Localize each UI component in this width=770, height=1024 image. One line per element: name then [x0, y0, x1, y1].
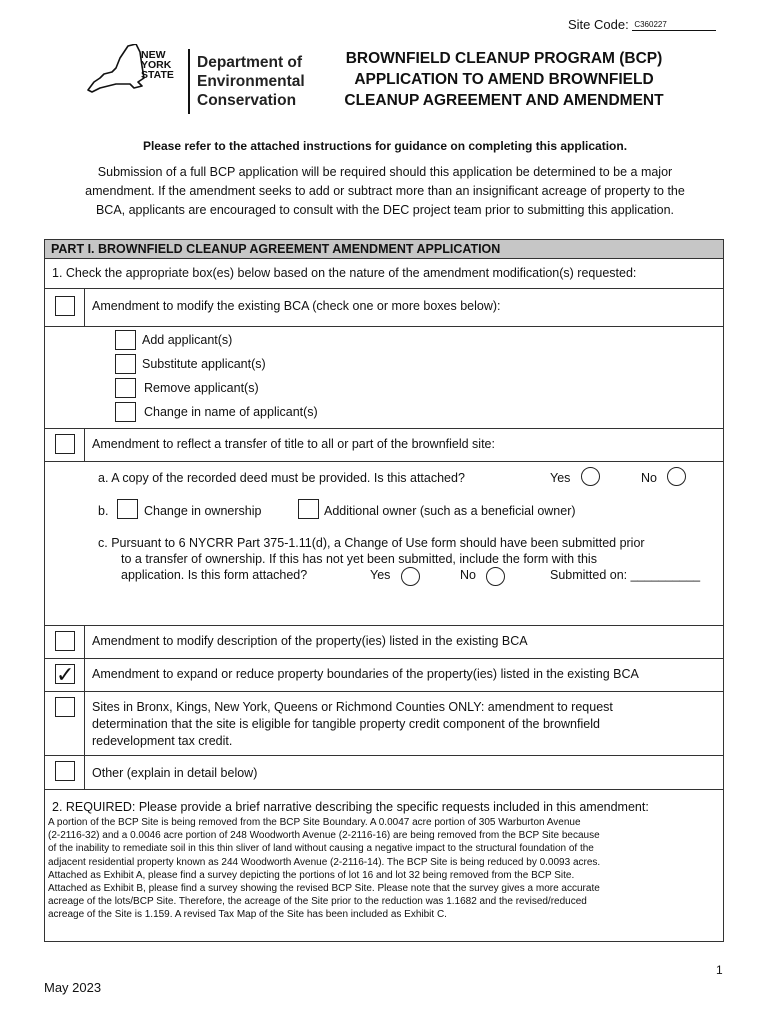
transfer-title-label: Amendment to reflect a transfer of title to all or part of the brownfield site:	[92, 437, 495, 451]
substitute-applicant-checkbox[interactable]	[115, 354, 136, 374]
title-line: APPLICATION TO AMEND BROWNFIELD	[354, 71, 654, 88]
narrative-line: of the inability to remediate soil in this thin sliver of land without causing a negative impact to the structural foundation of the	[48, 843, 594, 855]
row-divider	[44, 691, 724, 692]
form-title	[318, 48, 690, 111]
other-label: Other (explain in detail below)	[92, 766, 258, 780]
other-checkbox[interactable]	[55, 761, 75, 781]
page-number: 1	[716, 963, 723, 977]
deed-no-radio[interactable]	[667, 467, 686, 486]
tangible-property-line: Sites in Bronx, Kings, New York, Queens or Richmond Counties ONLY: amendment to request	[92, 700, 613, 714]
form-no-radio[interactable]	[486, 567, 505, 586]
modify-description-label: Amendment to modify description of the property(ies) listed in the existing BCA	[92, 634, 528, 648]
narrative-line: Attached as Exhibit A, please find a survey depicting the portions of lot 16 and lot 32 being removed from the BCP Site.	[48, 869, 575, 881]
site-code-value[interactable]: C360227	[632, 20, 716, 31]
question-2: 2. REQUIRED: Please provide a brief narrative describing the specific requests included in this amendment:	[52, 800, 649, 814]
agency-line: Department of	[197, 54, 303, 71]
form-yes-label: Yes	[370, 568, 391, 582]
change-of-use-line: to a transfer of ownership. If this has not yet been submitted, include the form with this	[121, 552, 597, 566]
new-york-state-map-icon	[86, 44, 146, 96]
logo-state-line: STATE	[141, 69, 174, 81]
row-divider	[44, 326, 724, 327]
modify-description-checkbox[interactable]	[55, 631, 75, 651]
modify-bca-checkbox[interactable]	[55, 296, 75, 316]
title-line: CLEANUP AGREEMENT AND AMENDMENT	[344, 92, 664, 109]
substitute-applicant-label: Substitute applicant(s)	[142, 357, 266, 371]
row-divider	[44, 428, 724, 429]
agency-line: Environmental	[197, 73, 305, 90]
transfer-title-checkbox[interactable]	[55, 434, 75, 454]
row-divider	[44, 461, 724, 462]
expand-reduce-checkbox[interactable]: ✓	[56, 662, 75, 687]
remove-applicant-checkbox[interactable]	[115, 378, 136, 398]
logo-divider	[188, 49, 190, 114]
option-b-label: b.	[98, 504, 109, 518]
site-code	[568, 17, 716, 32]
intro-line: BCA, applicants are encouraged to consult with the DEC project team prior to submitting this application.	[95, 203, 675, 217]
narrative-line: acreage of the lots/BCP Site. Therefore, the acreage of the Site prior to the reduction was 1.1682 and the revised/reduced	[48, 896, 587, 908]
intro-line: amendment. If the amendment seeks to add or subtract more than an insignificant acreage of property to the	[85, 184, 685, 198]
narrative-line: Attached as Exhibit B, please find a survey showing the revised BCP Site. Please note that the survey gives a more accurate	[48, 883, 600, 895]
agency-line: Conservation	[197, 92, 297, 109]
narrative-line: (2-2116-32) and a 0.0046 acre portion of 248 Woodworth Avenue (2-2116-16) are being removed from the BCP Site because	[48, 830, 600, 842]
add-applicant-checkbox[interactable]	[115, 330, 136, 350]
narrative-line: adjacent residential property known as 244 Woodworth Avenue (2-2116-14). The BCP Site is being reduced by 0.0093 acres.	[48, 856, 601, 868]
tangible-property-line: determination that the site is eligible for tangible property credit component of the brownfield	[92, 717, 600, 731]
change-name-label: Change in name of applicant(s)	[144, 405, 318, 419]
agency-name	[197, 53, 305, 110]
additional-owner-label: Additional owner (such as a beneficial owner)	[324, 504, 576, 518]
site-code-label: Site Code:	[568, 17, 629, 32]
row-divider	[44, 288, 724, 289]
tangible-property-checkbox[interactable]	[55, 697, 75, 717]
change-of-use-line: application. Is this form attached?	[121, 568, 308, 582]
modify-bca-label: Amendment to modify the existing BCA (check one or more boxes below):	[92, 299, 501, 313]
change-of-use-line: c. Pursuant to 6 NYCRR Part 375-1.11(d), a Change of Use form should have been submitted prior	[98, 536, 645, 550]
deed-yes-label: Yes	[550, 471, 571, 485]
intro-line: Submission of a full BCP application will be required should this application be determined to be a major	[97, 165, 673, 179]
column-divider	[84, 428, 85, 461]
form-yes-radio[interactable]	[401, 567, 420, 586]
add-applicant-label: Add applicant(s)	[142, 333, 233, 347]
form-no-label: No	[460, 568, 476, 582]
footer-date: May 2023	[44, 980, 102, 995]
title-line: BROWNFIELD CLEANUP PROGRAM (BCP)	[345, 50, 663, 67]
row-divider	[44, 625, 724, 626]
remove-applicant-label: Remove applicant(s)	[144, 381, 259, 395]
column-divider	[84, 625, 85, 789]
deed-yes-radio[interactable]	[581, 467, 600, 486]
narrative-line: acreage of the Site is 1.159. A revised Tax Map of the Site has been included as Exhibit C.	[48, 909, 447, 921]
deed-no-label: No	[641, 471, 657, 485]
change-ownership-label: Change in ownership	[144, 504, 262, 518]
part1-header: PART I. BROWNFIELD CLEANUP AGREEMENT AMENDMENT APPLICATION	[45, 240, 723, 259]
change-ownership-checkbox[interactable]	[117, 499, 138, 519]
deed-question: a. A copy of the recorded deed must be provided. Is this attached?	[98, 471, 465, 485]
logo-state-name	[141, 50, 174, 80]
tangible-property-line: redevelopment tax credit.	[92, 734, 233, 748]
instructions-reference: Please refer to the attached instructions for guidance on completing this application.	[142, 139, 628, 153]
narrative-text[interactable]	[48, 816, 723, 922]
column-divider	[84, 288, 85, 326]
intro-paragraph	[48, 163, 722, 220]
logo-state-line: NEW	[141, 49, 166, 61]
row-divider	[44, 755, 724, 756]
question-1: 1. Check the appropriate box(es) below based on the nature of the amendment modification(s) requested:	[52, 266, 637, 280]
additional-owner-checkbox[interactable]	[298, 499, 319, 519]
narrative-line: A portion of the BCP Site is being removed from the BCP Site Boundary. A 0.0047 acre portion of 305 Warburton Avenue	[48, 817, 581, 828]
change-name-checkbox[interactable]	[115, 402, 136, 422]
row-divider	[44, 658, 724, 659]
logo-state-line: YORK	[141, 59, 172, 71]
submitted-on-field[interactable]: Submitted on: __________	[550, 568, 701, 582]
expand-reduce-label: Amendment to expand or reduce property boundaries of the property(ies) listed in the existing BCA	[92, 667, 639, 681]
row-divider	[44, 789, 724, 790]
